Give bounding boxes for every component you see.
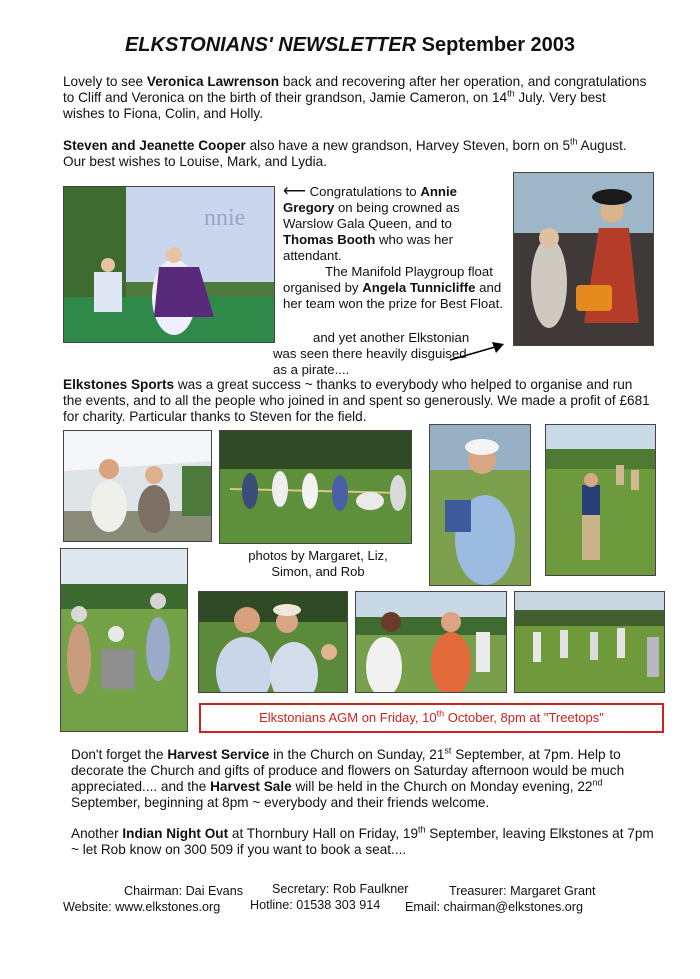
- sports-photo-race-field: [514, 591, 665, 693]
- bold-name: Elkstones Sports: [63, 377, 175, 392]
- text: October, 8pm at "Treetops": [444, 710, 604, 725]
- svg-text:nnie: nnie: [204, 205, 246, 231]
- bold-name: Steven and Jeanette Cooper: [63, 138, 246, 153]
- veronica-paragraph: [63, 74, 649, 122]
- bold-name: Harvest Service: [167, 747, 270, 762]
- bold-name: Annie Gregory: [283, 184, 457, 215]
- text: Elkstonians AGM on Friday, 10: [259, 710, 437, 725]
- bold-name: Thomas Booth: [283, 232, 376, 247]
- newsletter-title: [0, 34, 700, 57]
- indian-night-paragraph: [71, 826, 655, 858]
- text: The Manifold Playgroup float organised by: [283, 264, 493, 295]
- agm-notice: [199, 703, 664, 733]
- bold-name: Veronica Lawrenson: [146, 74, 280, 89]
- text: will be held in the Church on Monday evening, 22: [291, 779, 593, 794]
- text: September, beginning at 8pm ~ everybody and their friends welcome.: [71, 795, 490, 810]
- footer-hotline: Hotline: 01538 303 914: [250, 898, 381, 912]
- sports-photo-tent: [63, 430, 212, 542]
- pirate-photo: [513, 172, 654, 346]
- credit-line-2: Simon, and Rob: [271, 564, 365, 579]
- sports-paragraph: [63, 377, 653, 425]
- text: also have a new grandson, Harvey Steven, born on 5: [245, 138, 570, 153]
- sports-photo-sack-race: [545, 424, 656, 576]
- text: Don't forget the: [71, 747, 168, 762]
- superscript: th: [418, 824, 426, 835]
- text: back and recovering after her operation, and congratulations to Cliff and Veronica on the birth of their grandson, Jamie Cameron, on 14: [63, 74, 647, 105]
- text: September, leaving Elkstones at 7pm ~ let Rob know on 300 509 if you want to book a seat....: [71, 826, 654, 857]
- footer-treasurer: Treasurer: Margaret Grant: [449, 884, 596, 898]
- text: Another: [71, 826, 123, 841]
- title-date: September 2003: [421, 34, 576, 56]
- superscript: st: [444, 745, 452, 756]
- text: Lovely to see: [63, 74, 147, 89]
- superscript: th: [436, 708, 445, 719]
- bold-name: Angela Tunnicliffe: [362, 280, 476, 295]
- text: who was her attendant.: [283, 232, 454, 263]
- text: on being crowned as Warslow Gala Queen, and to: [283, 200, 460, 231]
- footer-secretary: Secretary: Rob Faulkner: [272, 882, 409, 896]
- harvest-paragraph: [71, 747, 655, 811]
- pirate-text: and yet another Elkstonian was seen there heavily disguised as a pirate....: [273, 330, 470, 377]
- title-name: ELKSTONIANS' NEWSLETTER: [124, 34, 417, 56]
- cooper-paragraph: [63, 138, 649, 170]
- gala-text: [283, 184, 503, 312]
- sports-photo-two-men: [198, 591, 348, 693]
- sports-photo-spectators: [60, 548, 188, 732]
- sports-photo-man-with-hat: [429, 424, 531, 586]
- bold-name: Harvest Sale: [210, 779, 292, 794]
- text: and her team won the prize for Best Float.: [283, 280, 503, 311]
- credit-line-1: photos by Margaret, Liz,: [248, 548, 388, 563]
- arrow-up-right-icon: [448, 340, 508, 364]
- superscript: nd: [592, 777, 603, 788]
- arrow-left-icon: ⟵: [283, 183, 306, 200]
- superscript: th: [570, 136, 578, 147]
- photo-credit: [228, 548, 408, 580]
- sports-photo-women: [355, 591, 507, 693]
- gala-queen-photo: [63, 186, 275, 343]
- text: July. Very best wishes to Fiona, Colin, and Holly.: [63, 90, 606, 121]
- footer-email[interactable]: Email: chairman@elkstones.org: [405, 900, 583, 914]
- text: at Thornbury Hall on Friday, 19: [228, 826, 419, 841]
- footer-chairman: Chairman: Dai Evans: [124, 884, 243, 898]
- text: Congratulations to: [305, 184, 421, 199]
- text: September, at 7pm. Help to decorate the Church and gifts of produce and flowers on Saturday afternoon would be much appreciated.... and the: [71, 747, 625, 794]
- superscript: th: [507, 88, 515, 99]
- bold-name: Indian Night Out: [122, 826, 229, 841]
- text: August. Our best wishes to Louise, Mark, and Lydia.: [63, 138, 627, 169]
- text: was a great success ~ thanks to everybody who helped to organise and run the events, and to all the people who joined in and spent so generously. We made a profit of £681 for charity. Particular thanks to Steven for the field.: [63, 377, 650, 424]
- footer-website[interactable]: Website: www.elkstones.org: [63, 900, 221, 914]
- text: in the Church on Sunday, 21: [269, 747, 445, 762]
- sports-photo-tug-of-war: [219, 430, 412, 544]
